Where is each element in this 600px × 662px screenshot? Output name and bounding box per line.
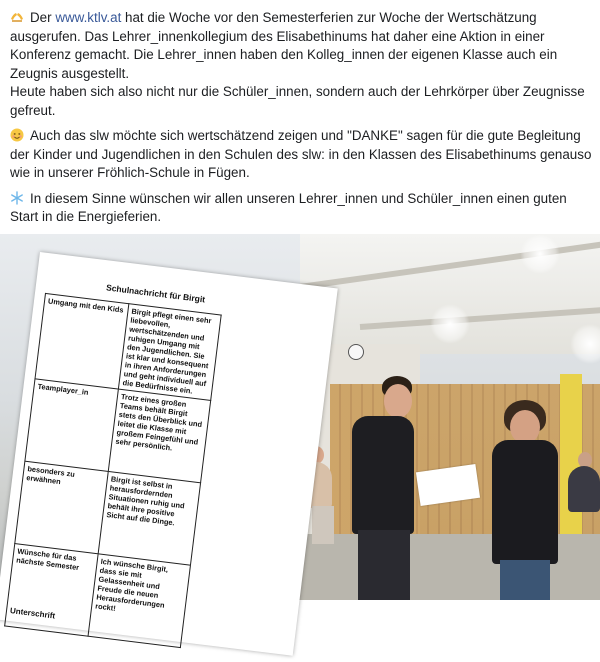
p1-text-start: Der [30, 10, 56, 25]
p2-text: Auch das slw möchte sich wertschätzend zeigen und "DANKE" sagen für die gute Begleitung der Kinder und Jugendlichen in den Schulen des slw: in den Klassen des Elisabethinums genauso wie in unserer Fröhlich-Schule in Fügen. [10, 128, 592, 180]
ceiling-lamp [570, 324, 600, 364]
signature-label: Unterschrift [9, 606, 56, 621]
raised-hands-icon [10, 10, 24, 24]
row-value: Trotz eines großen Teams behält Birgit stets den Überblick und leitet die Klasse mit großem Feingefühl und sehr persönlich. [108, 389, 210, 483]
paragraph-1 [10, 9, 592, 120]
row-label: Teamplayer_in [25, 379, 119, 472]
ceiling-lamp [520, 234, 560, 274]
post-text [10, 9, 592, 234]
wall-clock [348, 344, 364, 360]
row-value: Birgit pflegt einen sehr liebevollen, wertschätzenden und ruhigen Umgang mit den Jugendlichen. Sie ist klar und konsequent in ihren Anforderungen und geht individuell auf die Bedürfnisse ein. [118, 304, 221, 401]
ktlv-link[interactable]: www.ktlv.at [55, 10, 122, 25]
row-label: Wünsche für das nächste Semester [5, 544, 99, 637]
row-value: Birgit ist selbst in herausfordernden Situationen ruhig und behält ihre positive Sicht auf die Dinge. [98, 471, 200, 565]
row-value: Ich wünsche Birgit, dass sie mit Gelassenheit und Freude die neuen Herausforderungen rockt! [88, 554, 190, 648]
row-label: besonders zu erwähnen [15, 461, 109, 554]
smiling-face-icon [10, 128, 24, 142]
report-title: Schulnachricht für Birgit [105, 282, 206, 305]
p1-line-2: Heute haben sich also nicht nur die Schüler_innen, sondern auch der Lehrkörper über Zeugnisse gefreut. [10, 84, 585, 118]
row-label: Umgang mit den Kids [35, 293, 129, 389]
ceiling-lamp [430, 304, 470, 344]
snowflake-icon [10, 191, 24, 205]
paragraph-3 [10, 190, 592, 227]
paragraph-2 [10, 127, 592, 183]
p1-text-end: hat die Woche vor den Semesterferien zur Woche der Wertschätzung ausgerufen. Das Lehrer_innenkollegium des Elisabethinums hat daher eine Aktion in einer Konferenz gemacht. Die Lehrer_innen haben den Kolleg_innen der eigenen Klasse auch ein Zeugnis ausgestellt. [10, 10, 558, 81]
report-table [4, 293, 222, 648]
p3-text: In diesem Sinne wünschen wir allen unseren Lehrer_innen und Schüler_innen einen guten Start in die Energieferien. [10, 190, 567, 224]
report-card-document [0, 252, 338, 656]
